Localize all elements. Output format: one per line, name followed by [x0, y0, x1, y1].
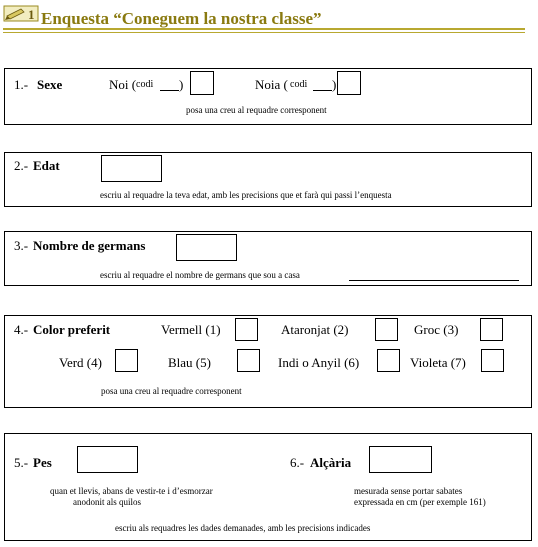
- edat-input[interactable]: [101, 155, 162, 182]
- alcaria-label: Alçària: [310, 455, 352, 470]
- pes-number: 5.-: [14, 455, 29, 470]
- verd-checkbox[interactable]: [115, 349, 138, 372]
- edat-instruction: escriu al requadre la teva edat, amb les precisions que et farà qui passi l’enquesta: [100, 190, 392, 200]
- pencil-number-one-icon: [3, 4, 39, 22]
- noi-label-end: ): [179, 77, 184, 92]
- header-rule-thin: [3, 32, 525, 33]
- color-instruction: posa una creu al requadre corresponent: [101, 386, 242, 396]
- germans-write-line: [349, 280, 519, 281]
- vermell-checkbox[interactable]: [235, 318, 258, 341]
- noia-codi-line: [313, 90, 332, 91]
- noia-codi-label: codi: [290, 79, 308, 90]
- sexe-instruction: posa una creu al requadre corresponent: [186, 105, 327, 115]
- noi-codi-label: codi: [136, 79, 154, 90]
- noia-label-end: ): [332, 77, 337, 92]
- color-option-ataronjat: Ataronjat (2): [281, 322, 349, 337]
- sexe-number: 1.-: [14, 77, 29, 92]
- pes-note-2: anodonit als quilos: [73, 497, 141, 507]
- ataronjat-checkbox[interactable]: [375, 318, 398, 341]
- pes-note-1: quan et llevis, abans de vestir-te i d’esmorzar: [50, 486, 213, 496]
- page-title: Enquesta “Coneguem la nostra classe”: [41, 9, 322, 28]
- alcaria-number: 6.-: [290, 455, 305, 470]
- alcaria-note-2: expressada en cm (per exemple 161): [354, 497, 486, 507]
- edat-number: 2.-: [14, 158, 29, 173]
- pes-input[interactable]: [77, 446, 138, 473]
- germans-instruction: escriu al requadre el nombre de germans que sou a casa: [100, 270, 300, 280]
- noia-label: Noia (: [255, 77, 288, 92]
- pes-label: Pes: [33, 455, 52, 470]
- groc-checkbox[interactable]: [480, 318, 503, 341]
- germans-label: Nombre de germans: [33, 238, 146, 253]
- section-sexe: [4, 68, 532, 125]
- section-color: [4, 315, 532, 408]
- noia-checkbox[interactable]: [337, 71, 361, 95]
- color-option-indi: Indi o Anyil (6): [278, 355, 360, 370]
- section-germans: [4, 231, 532, 286]
- edat-label: Edat: [33, 158, 60, 173]
- color-option-groc: Groc (3): [414, 322, 459, 337]
- germans-number: 3.-: [14, 238, 29, 253]
- color-option-blau: Blau (5): [168, 355, 211, 370]
- violeta-checkbox[interactable]: [481, 349, 504, 372]
- alcaria-input[interactable]: [369, 446, 432, 473]
- sexe-label: Sexe: [37, 77, 63, 92]
- noi-codi-line: [160, 90, 179, 91]
- noi-label: Noi (: [109, 77, 137, 92]
- color-number: 4.-: [14, 322, 29, 337]
- alcaria-note-1: mesurada sense portar sabates: [354, 486, 463, 496]
- color-label: Color preferit: [33, 322, 111, 337]
- color-option-violeta: Violeta (7): [410, 355, 466, 370]
- indi-checkbox[interactable]: [377, 349, 400, 372]
- color-option-vermell: Vermell (1): [161, 322, 221, 337]
- germans-input[interactable]: [176, 234, 237, 261]
- section-edat: [4, 152, 532, 207]
- noi-checkbox[interactable]: [190, 71, 214, 95]
- section-pes-alcaria: [4, 433, 532, 541]
- blau-checkbox[interactable]: [237, 349, 260, 372]
- header-rule: [3, 28, 525, 30]
- svg-text:1: 1: [28, 7, 35, 22]
- color-option-verd: Verd (4): [59, 355, 102, 370]
- pes-alcaria-instruction: escriu als requadres les dades demanades, amb les precisions indicades: [115, 523, 371, 533]
